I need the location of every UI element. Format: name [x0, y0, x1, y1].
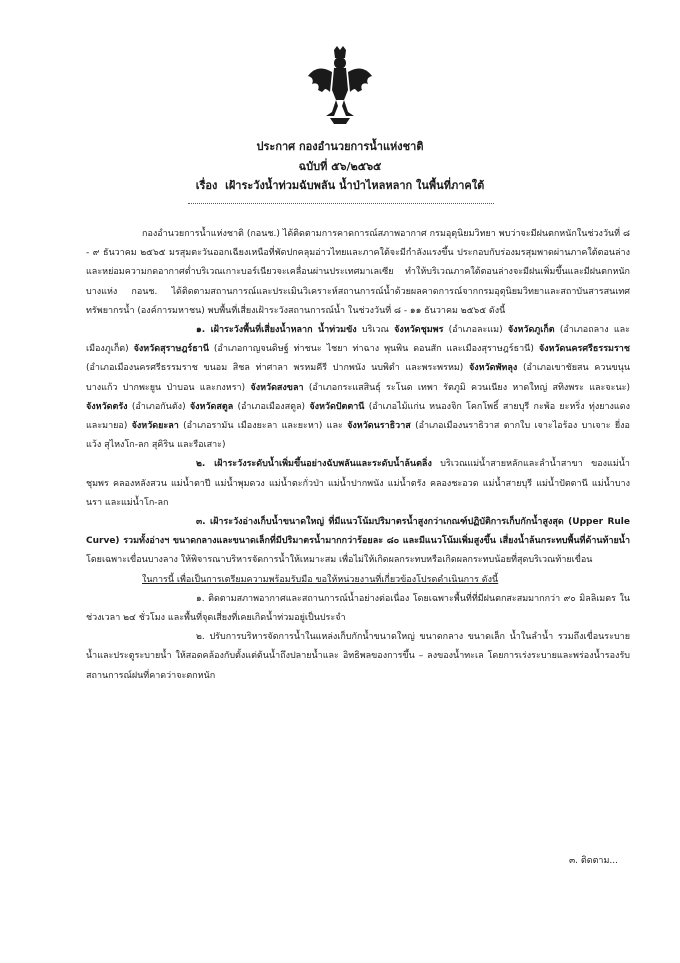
district-list: (อำเภอรามัน เมืองยะลา และยะหา) และ [183, 421, 343, 432]
announcement-title: ประกาศ กองอำนวยการน้ำแห่งชาติ [256, 140, 424, 153]
item-2-lead: ๒. เฝ้าระวังระดับน้ำเพิ่มขึ้นอย่างฉับพลันและระดับน้ำล้นตลิ่ง [196, 459, 432, 470]
district-list: (อำเภอกันตัง) [131, 401, 186, 412]
province-name: จังหวัดสุราษฎร์ธานี [133, 344, 209, 355]
province-name: จังหวัดนครศรีธรรมราช [538, 344, 630, 355]
item-1-where: บริเวณ [361, 325, 389, 336]
district-list: (อำเภอกาญจนดิษฐ์ ท่าชนะ ไชยา ท่าฉาง พุนพิน ดอนสัก และเมืองสุราษฎร์ธานี) [213, 344, 534, 355]
subject-label: เรื่อง [195, 179, 218, 192]
district-list: (อำเภอเมืองนราธิวาส ตากใบ เจาะไอร้อง บาเจาะ ยี่งอ แว้ง สุไหงโก-ลก สุคิริน และรือเสาะ) [86, 421, 630, 451]
province-name: จังหวัดสงขลา [250, 382, 304, 393]
district-list: (อำเภอไม้แก่น หนองจิก โคกโพธิ์ สายบุรี กะพ้อ ยะหริ่ง ทุ่งยางแดง และมายอ) [86, 401, 630, 432]
announcement-number: ฉบับที่ ๕๖/๒๕๖๕ [298, 160, 382, 173]
item-2-text: บริเวณแม่น้ำสายหลักและลำน้ำสาขา ของแม่น้ำชุมพร คลองหลังสวน แม่น้ำตาปี แม่น้ำพุมดวง แม่น้ำตะกั่วป่า แม่น้ำปากพนัง แม่น้ำตรัง คลองชะอวด แม่น้ำสายบุรี แม่น้ำปัตตานี แม่น้ำบางนรา และแม่น้ำโก-ลก [86, 459, 630, 508]
province-name: จังหวัดตรัง [86, 401, 128, 412]
actions-intro [86, 571, 630, 590]
subject-text: เฝ้าระวังน้ำท่วมฉับพลัน น้ำป่าไหลหลาก ในพื้นที่ภาคใต้ [225, 179, 485, 192]
province-name: จังหวัดสตูล [189, 401, 234, 412]
intro-paragraph: กองอำนวยการน้ำแห่งชาติ (กอนช.) ได้ติดตามการคาดการณ์สภาพอากาศ กรมอุตุนิยมวิทยา พบว่าจะมีฝนตกหนักในช่วงวันที่ ๘ - ๙ ธันวาคม ๒๕๖๕ มรสุมตะวันออกเฉียงเหนือที่พัดปกคลุมอ่าวไทยและภาคใต้จะมีกำลังแรงขึ้น ประกอบกับร่องมรสุมพาดผ่านภาคใต้ตอนล่าง และหย่อมความกดอากาศต่ำบริเวณเกาะบอร์เนียวจะเคลื่อนผ่านประเทศมาเลเซีย ทำให้บริเวณภาคใต้ตอนล่างจะมีฝนเพิ่มขึ้นและมีฝนตกหนักบางแห่ง กอนช. ได้ติดตามสถานการณ์และประเมินวิเคราะห์สถานการณ์น้ำด้วยผลคาดการณ์จากกรมอุตุนิยมวิทยาและสถาบันสารสนเทศทรัพยากรน้ำ (องค์การมหาชน) พบพื้นที่เสี่ยงเฝ้าระวังสถานการณ์น้ำ ในช่วงวันที่ ๘ - ๑๑ ธันวาคม ๒๕๖๕ ดังนี้ [86, 229, 630, 316]
item-3-lead: ๓. เฝ้าระวังอ่างเก็บน้ำขนาดใหญ่ ที่มีแนวโน้มปริมาตรน้ำสูงกว่าเกณฑ์ปฏิบัติการเก็บกักน้ำสูงสุด (Upper Rule Curve) รวมทั้งอ่างฯ ขนาดกลางและขนาดเล็กที่มีปริมาตรน้ำมากกว่าร้อยละ ๘๐ และมีแนวโน้มเพิ่มสูงขึ้น เสี่ยงน้ำล้นกระทบพื้นที่ด้านท้ายน้ำ [86, 517, 630, 547]
action-1: ๑. ติดตามสภาพอากาศและสถานการณ์น้ำอย่างต่อเนื่อง โดยเฉพาะพื้นที่ที่มีฝนตกสะสมมากกว่า ๙๐ มิลลิเมตร ในช่วงเวลา ๒๔ ชั่วโมง และพื้นที่จุดเสี่ยงที่เคยเกิดน้ำท่วมอยู่เป็นประจำ [86, 593, 630, 624]
province-name: จังหวัดยะลา [131, 421, 179, 432]
district-list: (อำเภอละแม) [448, 325, 503, 336]
continued-marker: ๓. ติดตาม... [569, 856, 618, 866]
item-1-lead: ๑. เฝ้าระวังพื้นที่เสี่ยงน้ำหลาก น้ำท่วมขัง [196, 325, 357, 336]
district-list: (อำเภอเมืองสตูล) [237, 401, 306, 412]
province-name: จังหวัดนราธิวาส [347, 421, 411, 432]
province-name: จังหวัดปัตตานี [309, 401, 365, 412]
province-name: จังหวัดชุมพร [394, 325, 444, 336]
action-2: ๒. ปรับการบริหารจัดการน้ำในแหล่งเก็บกักน้ำขนาดใหญ่ ขนาดกลาง ขนาดเล็ก น้ำในลำน้ำ รวมถึงเขื่อนระบายน้ำและประตูระบายน้ำ ให้สอดคล้องกับตั้งแต่ต้นน้ำถึงปลายน้ำและ อิทธิพลของการขึ้น – ลงของน้ำทะเล โดยการเร่งระบายและพร่องน้ำรองรับสถานการณ์ฝนที่คาดว่าจะตกหนัก [86, 632, 630, 681]
district-list: (อำเภอถลาง และเมืองภูเก็ต) [86, 325, 630, 355]
item-3-text: โดยเฉพาะเขื่อนบางลาง ให้พิจารณาบริหารจัดการน้ำให้เหมาะสม เพื่อไม่ให้เกิดผลกระทบหรือเกิดผลกระทบน้อยที่สุดบริเวณท้ายเขื่อน [86, 555, 593, 566]
province-name: จังหวัดภูเก็ต [507, 325, 555, 336]
district-list: (อำเภอเขาชัยสน ควนขนุน บางแก้ว ปากพะยูน ป่าบอน และกงหรา) [86, 363, 630, 393]
district-list: (อำเภอกระแสสินธุ์ ระโนด เทพา รัตภูมิ ควนเนียง หาดใหญ่ สทิงพระ และจะนะ) [308, 382, 630, 393]
announcement-subject [0, 176, 680, 194]
garuda-emblem-icon [308, 46, 372, 124]
item-1-paragraph [86, 321, 630, 455]
item-3-paragraph [86, 513, 630, 571]
dotted-divider [188, 203, 494, 204]
province-name: จังหวัดพัทลุง [469, 363, 518, 374]
item-2-paragraph [86, 455, 630, 513]
actions-intro-text: ในการนี้ เพื่อเป็นการเตรียมความพร้อมรับมือ ขอให้หน่วยงานที่เกี่ยวข้องโปรดดำเนินการ ดังนี้ [142, 574, 499, 585]
district-list: (อำเภอเมืองนครศรีธรรมราช ขนอม สิชล ท่าศาลา พรหมคีรี ปากพนัง นบพิตำ และพระพรหม) [86, 363, 464, 374]
document-body [86, 225, 630, 686]
